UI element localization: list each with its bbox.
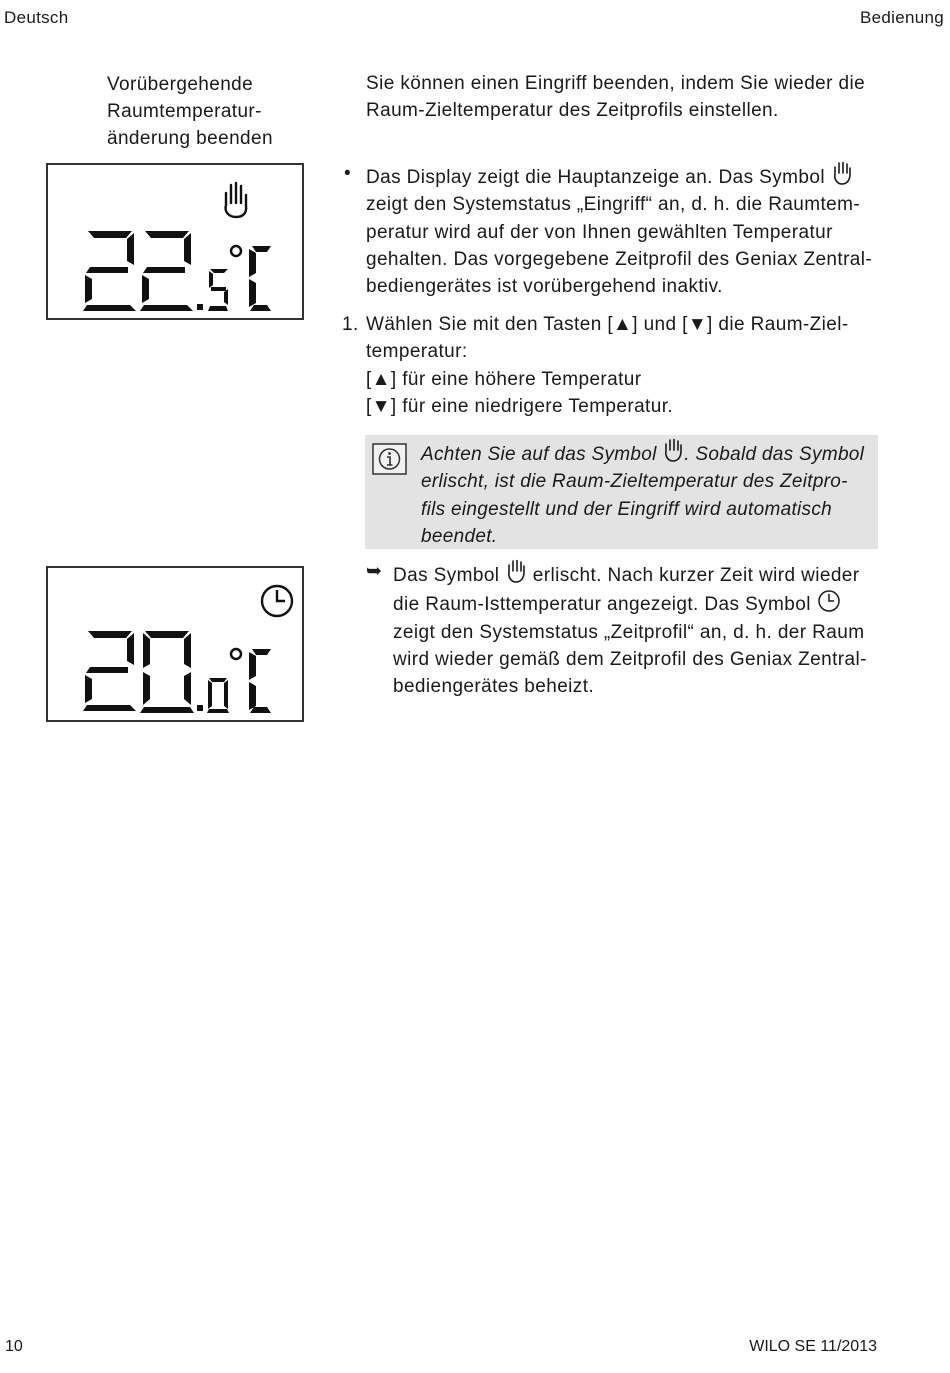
segment-digits <box>83 631 271 713</box>
step-number: 1. <box>342 314 359 335</box>
section-title-line: änderung beenden <box>107 128 273 149</box>
section-title-line: Vorübergehende <box>107 74 254 95</box>
result-paragraph: Das Symbol erlischt. Nach kurzer Zeit wird wieder die Raum-Isttemperatur angezeigt. Das Symbol zeigt den Systemstatus „Zeitprofil“ an, d. h. der Raum wird wieder gemäß dem Zeitprofil des Geniax Zentral- bediengerätes beheizt. <box>393 558 893 700</box>
lcd-display-manual <box>46 163 304 320</box>
clock-icon <box>817 589 841 613</box>
result-arrow: ➥ <box>366 561 383 582</box>
hand-icon <box>831 160 853 186</box>
bullet-marker: • <box>344 163 352 184</box>
segment-digits <box>83 231 271 311</box>
lcd-display-timeprofile <box>46 566 304 722</box>
hand-icon <box>662 437 684 463</box>
bullet-paragraph: Das Display zeigt die Hauptanzeige an. Das Symbol zeigt den Systemstatus „Eingriff“ an, d. h. die Raumtem- peratur wird auf der von Ihnen gewählten Temperatur gehalten. Das vorgegebene Zeitprofil des Geniax Zentral- bediengerätes ist vorübergehend inaktiv. <box>366 160 886 300</box>
clock-icon <box>262 586 292 616</box>
hand-icon <box>226 183 247 217</box>
footer-publisher: WILO SE 11/2013 <box>749 1338 877 1355</box>
section-title <box>107 71 337 152</box>
section-title-line: Raumtemperatur- <box>107 101 262 122</box>
note-text: Achten Sie auf das Symbol . Sobald das Symbol erlischt, ist die Raum-Zieltemperatur des Zeitpro- fils eingestellt und der Eingriff wird automatisch beendet. <box>421 437 871 550</box>
hand-icon <box>505 558 527 584</box>
info-icon <box>372 443 407 475</box>
intro-paragraph: Sie können einen Eingriff beenden, indem Sie wieder die Raum-Zieltemperatur des Zeitprofils einstellen. <box>366 73 866 122</box>
page-number: 10 <box>5 1338 23 1355</box>
header-section-label: Deutsch <box>4 8 69 27</box>
header-chapter-label: Bedienung <box>860 8 944 27</box>
step-paragraph: Wählen Sie mit den Tasten [▲] und [▼] die Raum-Ziel- temperatur: [▲] für eine höhere Temperatur [▼] für eine niedrigere Temperatur. <box>366 314 849 417</box>
